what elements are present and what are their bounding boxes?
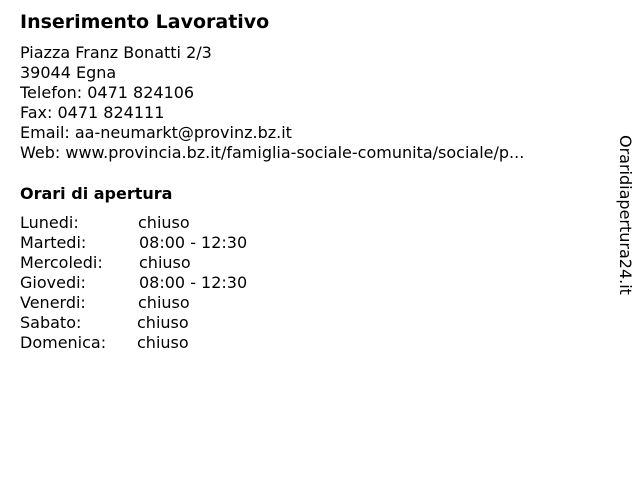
day-label: Sabato: xyxy=(20,313,82,332)
hours-value: chiuso xyxy=(137,313,189,332)
hours-value: chiuso xyxy=(138,293,190,312)
street-address: Piazza Franz Bonatti 2/3 xyxy=(20,43,212,62)
opening-hours-title: Orari di apertura xyxy=(20,184,173,203)
hours-value: chiuso xyxy=(137,333,189,352)
watermark-text: Oraridiapertura24.it xyxy=(616,135,635,295)
fax-number: Fax: 0471 824111 xyxy=(20,103,165,122)
hours-value: 08:00 - 12:30 xyxy=(139,273,248,292)
day-label: Lunedi: xyxy=(20,213,79,232)
day-label: Mercoledi: xyxy=(20,253,103,272)
hours-value: 08:00 - 12:30 xyxy=(139,233,248,252)
day-label: Giovedi: xyxy=(20,273,86,292)
hours-value: chiuso xyxy=(139,253,191,272)
city-postal: 39044 Egna xyxy=(20,63,117,82)
site-watermark xyxy=(610,135,640,315)
day-label: Venerdi: xyxy=(20,293,86,312)
day-label: Martedi: xyxy=(20,233,87,252)
page-title: Inserimento Lavorativo xyxy=(20,11,270,33)
day-label: Domenica: xyxy=(20,333,107,352)
hours-value: chiuso xyxy=(138,213,190,232)
website-url: Web: www.provincia.bz.it/famiglia-sociale-comunita/sociale/p... xyxy=(20,143,525,162)
address-block xyxy=(20,43,524,163)
email-address: Email: aa-neumarkt@provinz.bz.it xyxy=(20,123,292,142)
phone-number: Telefon: 0471 824106 xyxy=(20,83,195,102)
